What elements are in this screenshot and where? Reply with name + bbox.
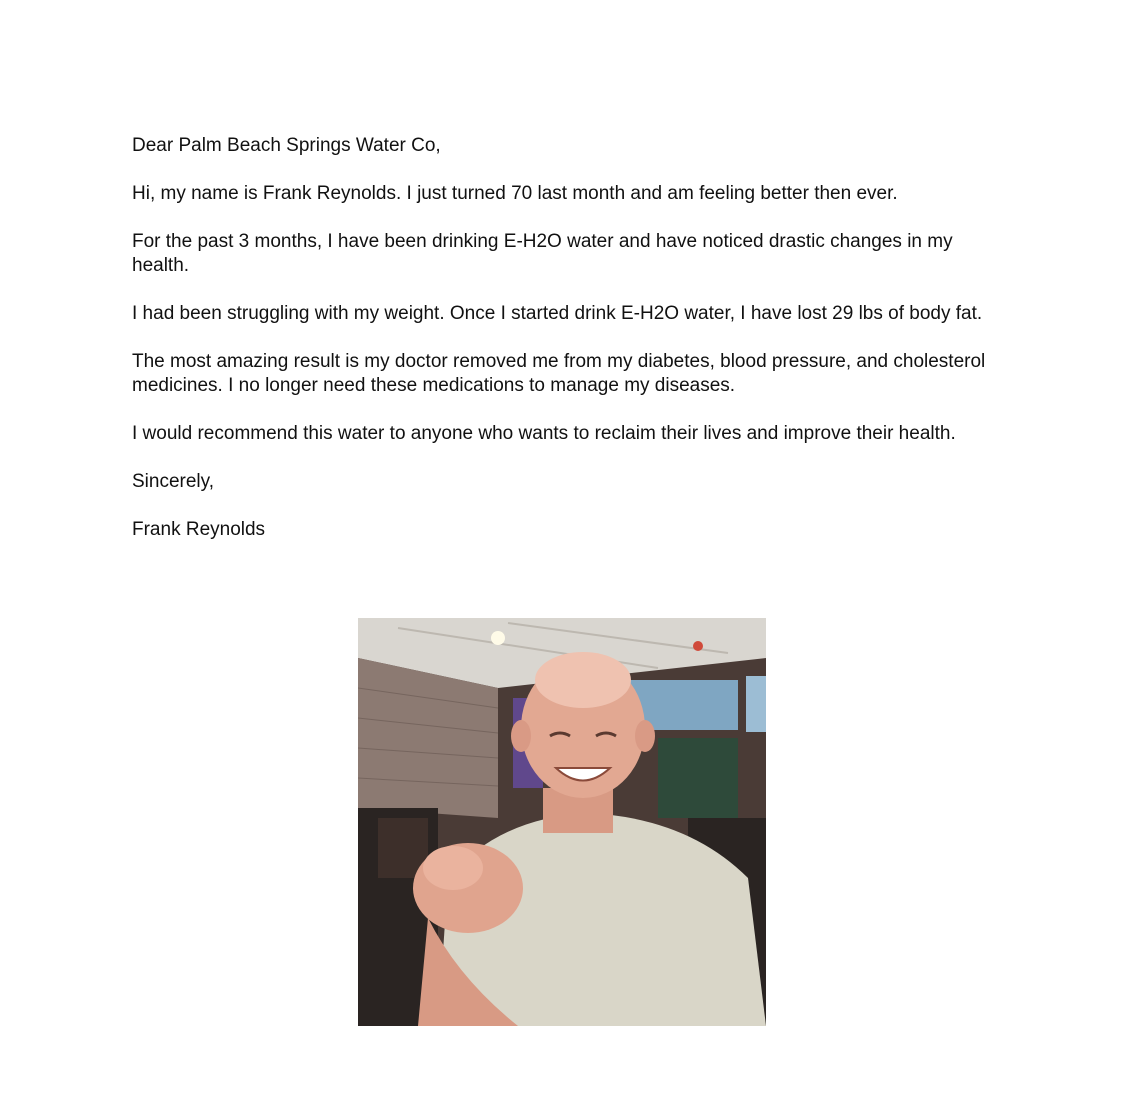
ceiling-light-icon [491, 631, 505, 645]
door [658, 738, 738, 818]
letter-paragraph: The most amazing result is my doctor removed me from my diabetes, blood pressure, and cholesterol medicines. I no longer need these medications to manage my diseases. [132, 351, 986, 396]
letter-salutation: Dear Palm Beach Springs Water Co, [132, 135, 441, 156]
letter-paragraph: Hi, my name is Frank Reynolds. I just turned 70 last month and am feeling better then ever. [132, 183, 898, 204]
exit-sign-icon [693, 641, 703, 651]
letter-signature: Frank Reynolds [132, 519, 266, 540]
testimonial-photo [358, 618, 766, 1026]
letter-paragraph: I had been struggling with my weight. Once I started drink E-H2O water, I have lost 29 lbs of body fat. [132, 303, 983, 324]
photo-illustration [358, 618, 766, 1026]
letter-paragraph: I would recommend this water to anyone who wants to reclaim their lives and improve their health. [132, 423, 956, 444]
letter-paragraph: For the past 3 months, I have been drinking E-H2O water and have noticed drastic changes in my health. [132, 231, 953, 276]
letter-body [132, 134, 992, 542]
letter-closing: Sincerely, [132, 471, 215, 492]
